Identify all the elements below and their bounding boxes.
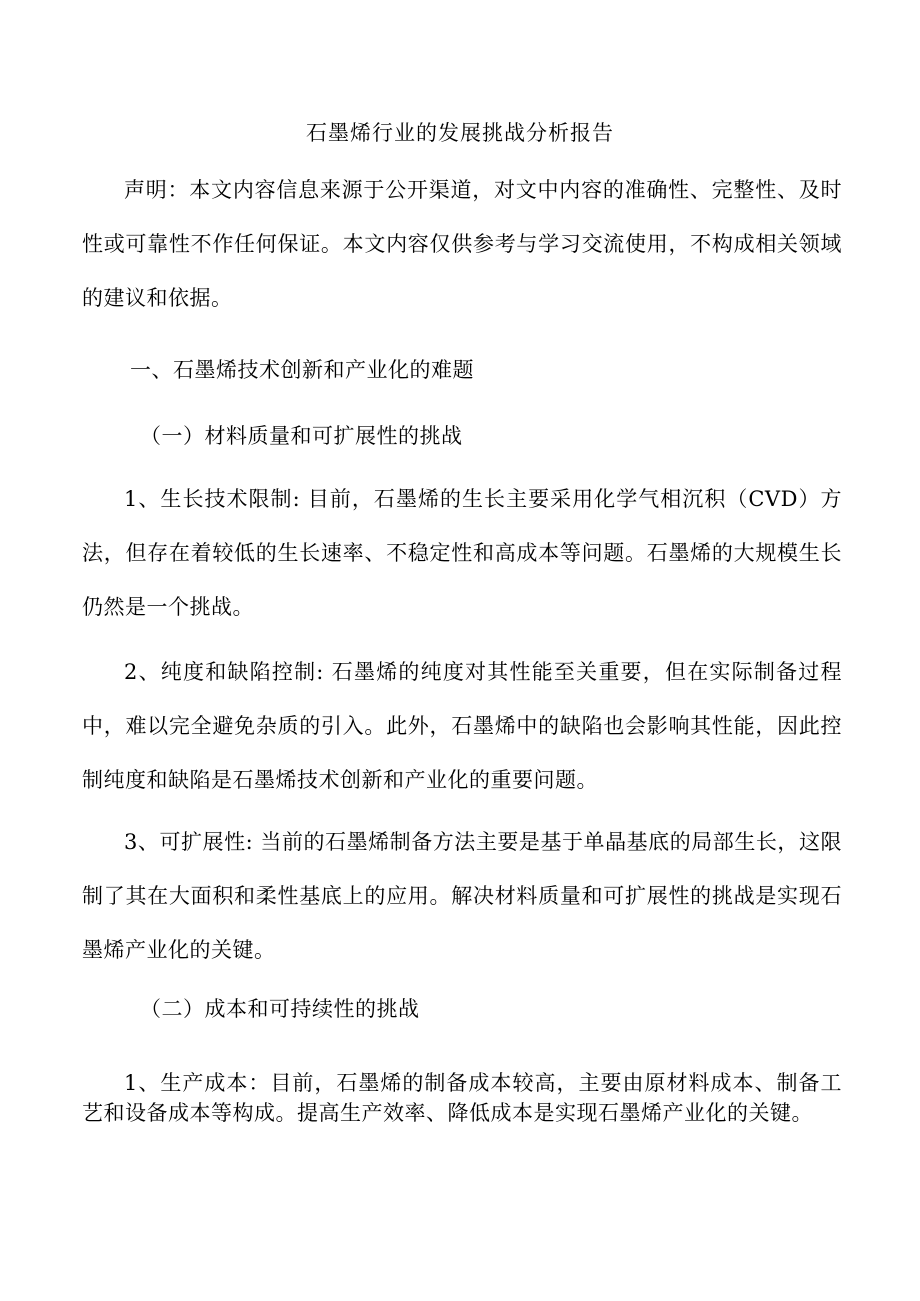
paragraph-purity-defects: 2、纯度和缺陷控制: 石墨烯的纯度对其性能至关重要，但在实际制备过程中，难以完全避免杂质的引入。此外，石墨烯中的缺陷也会影响其性能，因此控制纯度和缺陷是石墨烯技术创新和产业化的重要问题。	[82, 660, 842, 792]
subsection-heading: （一）材料质量和可扩展性的挑战	[140, 424, 463, 448]
document-title: 石墨烯行业的发展挑战分析报告	[306, 121, 614, 145]
section-heading: 一、石墨烯技术创新和产业化的难题	[130, 358, 474, 382]
paragraph-production-cost: 1、生产成本：目前，石墨烯的制备成本较高，主要由原材料成本、制备工艺和设备成本等构成。提高生产效率、降低成本是实现石墨烯产业化的关键。	[82, 1071, 842, 1125]
paragraph-growth-limits: 1、生长技术限制: 目前，石墨烯的生长主要采用化学气相沉积（CVD）方法，但存在着较低的生长速率、不稳定性和高成本等问题。石墨烯的大规模生长仍然是一个挑战。	[82, 487, 842, 619]
disclaimer-paragraph: 声明：本文内容信息来源于公开渠道，对文中内容的准确性、完整性、及时性或可靠性不作任何保证。本文内容仅供参考与学习交流使用，不构成相关领域的建议和依据。	[82, 178, 842, 310]
paragraph-scalability: 3、可扩展性: 当前的石墨烯制备方法主要是基于单晶基底的局部生长，这限制了其在大面积和柔性基底上的应用。解决材料质量和可扩展性的挑战是实现石墨烯产业化的关键。	[82, 830, 842, 962]
subsection-heading: （二）成本和可持续性的挑战	[140, 997, 420, 1021]
